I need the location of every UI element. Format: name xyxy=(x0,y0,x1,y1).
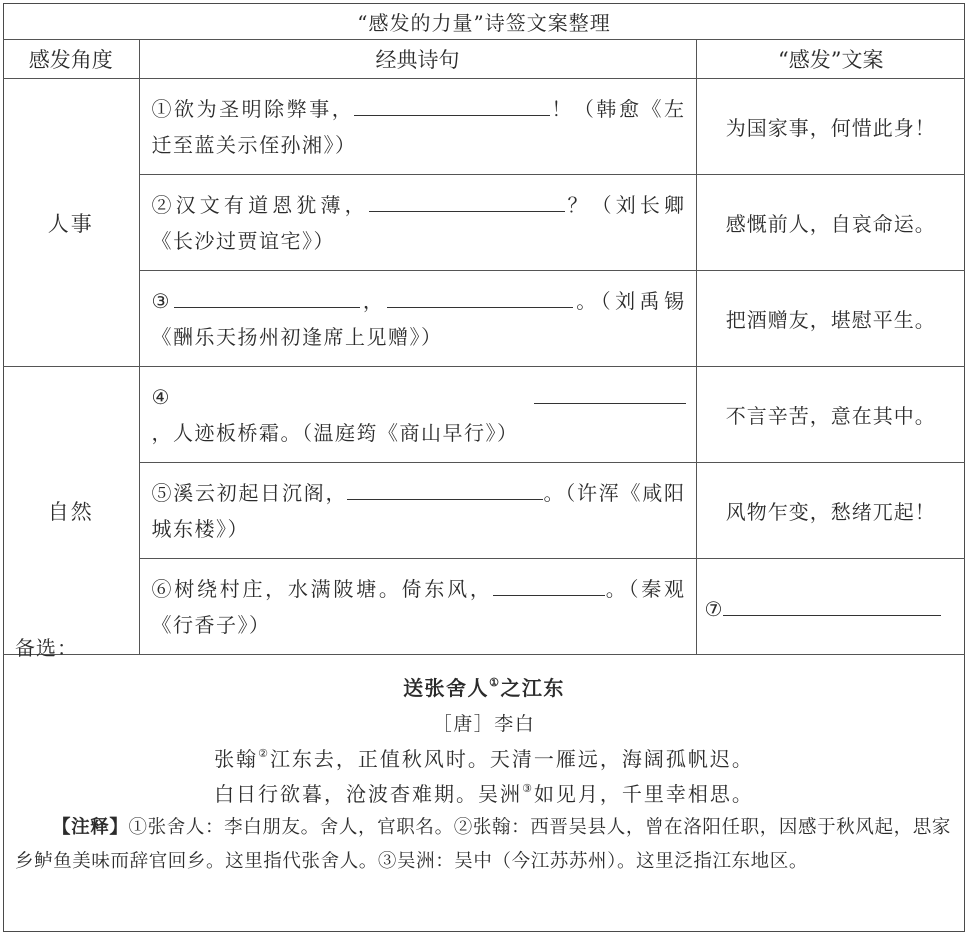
angle-renshi: 人事 xyxy=(3,79,139,367)
answer-blank[interactable] xyxy=(534,381,686,404)
poem-cell xyxy=(139,271,696,367)
angle-ziran: 自然 xyxy=(3,367,139,655)
footnote-marker: ③ xyxy=(522,782,534,795)
poem-text: ？（刘长卿《长沙过贾谊宅》） xyxy=(151,192,686,253)
copy-cell: 为国家事，何惜此身！ xyxy=(696,79,965,175)
poem-title xyxy=(3,672,965,701)
annotation-text: ①张舍人：李白朋友。舍人，官职名。②张翰：西晋吴县人，曾在洛阳任职，因感于秋风起，思家乡鲈鱼美味而辞官回乡。这里指代张舍人。③吴洲：吴中（今江苏苏州）。这里泛指江东地区。 xyxy=(15,817,951,872)
header-copy: “感发”文案 xyxy=(696,40,965,79)
poem-line xyxy=(3,778,965,807)
poem-text: ②汉文有道恩犹薄， xyxy=(151,192,369,217)
poem-text: 。（许浑《咸阳城东楼》） xyxy=(151,480,686,541)
table-title: “感发的力量”诗签文案整理 xyxy=(3,3,965,40)
poem-text: ⑥树绕村庄，水满陂塘。倚东风， xyxy=(151,576,493,601)
annotation xyxy=(15,811,951,879)
table-row xyxy=(3,79,965,175)
table-row xyxy=(3,463,965,559)
header-poem: 经典诗句 xyxy=(139,40,696,79)
poem-line-text: 如见月，千里幸相思。 xyxy=(533,782,754,806)
table-row xyxy=(3,367,965,463)
poem-author: ［唐］李白 xyxy=(432,713,536,735)
poem-line xyxy=(3,743,965,772)
copy-cell: 感慨前人，自哀命运。 xyxy=(696,175,965,271)
poem-text: ， xyxy=(359,288,388,313)
header-angle: 感发角度 xyxy=(3,40,139,79)
poem-text: 。（刘禹锡《酬乐天扬州初逢席上见赠》） xyxy=(151,288,686,349)
answer-blank[interactable] xyxy=(493,573,605,596)
poem-line-text: 张翰 xyxy=(214,747,259,771)
poem-text: ④ xyxy=(151,384,534,409)
poem-text: ③ xyxy=(151,288,174,313)
footnote-marker: ② xyxy=(258,747,270,760)
poem-cell xyxy=(139,79,696,175)
table-row xyxy=(3,175,965,271)
answer-blank[interactable] xyxy=(369,189,565,212)
answer-blank[interactable] xyxy=(174,285,360,308)
poem-title-text: 之江东 xyxy=(500,676,565,700)
poem-text: ⑤溪云初起日沉阁， xyxy=(151,480,348,505)
reference-label: 备选： xyxy=(15,636,78,660)
copy-cell: 风物乍变，愁绪兀起！ xyxy=(696,463,965,559)
copy-cell: 把酒赠友，堪慰平生。 xyxy=(696,271,965,367)
copy-cell: 不言辛苦，意在其中。 xyxy=(696,367,965,463)
poem-title-text: 送张舍人 xyxy=(403,676,490,700)
poem-text: ！（韩愈《左迁至蓝关示侄孙湘》） xyxy=(151,96,686,157)
poem-text: ，人迹板桥霜。（温庭筠《商山早行》） xyxy=(151,420,519,445)
answer-blank[interactable] xyxy=(354,93,550,116)
poem-text: ①欲为圣明除弊事， xyxy=(151,96,355,121)
answer-blank[interactable] xyxy=(347,477,543,500)
poem-cell xyxy=(139,367,696,463)
answer-blank[interactable] xyxy=(387,285,573,308)
poem-text: 。（秦观《行香子》） xyxy=(151,576,686,637)
poem-cell xyxy=(139,175,696,271)
copy-prefix: ⑦ xyxy=(704,596,724,621)
reference-section xyxy=(3,606,965,932)
poem-table xyxy=(3,3,965,655)
poem-line-text: 白日行欲暮，沧波杳难期。吴洲 xyxy=(214,782,523,806)
poem-cell xyxy=(139,463,696,559)
table-row xyxy=(3,271,965,367)
poem-line-text: 江东去，正值秋风时。天清一雁远，海阔孤帆迟。 xyxy=(269,747,754,771)
annotation-label: 【注释】 xyxy=(52,817,129,838)
footnote-marker: ① xyxy=(489,676,501,689)
